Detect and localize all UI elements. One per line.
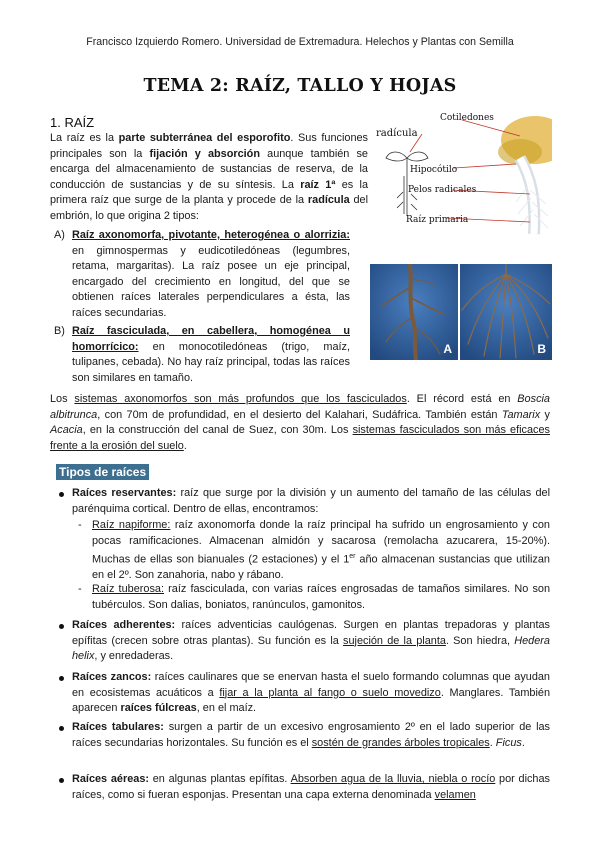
bullet-dot: [59, 726, 64, 731]
label-primaria: Raíz primaria: [406, 215, 469, 225]
section-heading: 1. RAÍZ: [50, 115, 95, 130]
axonomorfos-paragraph: Los sistemas axonomorfos son más profundos que los fasciculados. El récord está en Boscia albitrunca, con 70m de profundidad, en el desierto del Kalahari, Sudáfrica. También están Tamarix y Acacia, en la construcción del canal de Suez, con 30m. Los sistemas fasciculados son más eficaces frente a la erosión del suelo.: [50, 393, 550, 452]
bullet-aereas: Raíces aéreas: en algunas plantas epífitas. Absorben agua de la lluvia, niebla o rocío por dichas raíces, como si fueran esponjas. Presentan una capa externa denominada velamen: [56, 772, 550, 803]
label-pelos: Pelos radicales: [408, 185, 477, 195]
bullet-dot: [59, 492, 64, 497]
photo-b-fibrous-root: [460, 264, 552, 360]
type-b-item: B) Raíz fasciculada, en cabellera, homogénea u homorrícico: en monocotiledóneas (trigo, maíz, tulipanes, cebada). No hay raíz principal, todas las raíces son similares en tamaño.: [54, 325, 350, 384]
bullet-zancos: Raíces zancos: raíces caulinares que se enervan hasta el suelo formando columnas que ayudan en ecosistemas acuáticos a fijar a la planta al fango o suelo movedizo. Manglares. También aparecen raíces fúlcreas, en el maíz.: [56, 670, 550, 717]
tipos-heading: Tipos de raíces: [56, 464, 149, 480]
sub-tuberosa: - Raíz tuberosa: raíz fasciculada, con varias raíces engrosadas de tamaños similares. No son tubérculos. Son dalias, boniatos, ranúnculos, gamonitos.: [78, 583, 550, 611]
bullet-dot: [59, 676, 64, 681]
photo-a-taproot: [370, 264, 458, 360]
bullet-tabulares: Raíces tabulares: surgen a partir de un excesivo engrosamiento 2º en el lado superior de las raíces secundarias horizontales. Su función es el sostén de grandes árboles tropicales. Ficus.: [56, 720, 550, 751]
bullet-reservantes: Raíces reservantes: raíz que surge por la división y un aumento del tamaño de las células del parénquima cortical. Dentro de ellas, encontramos:: [56, 486, 550, 517]
intro-paragraph: La raíz es la parte subterránea del esporofito. Sus funciones principales son la fijación y absorción aunque también se encarga del almacenamiento de sustancias de reserva, de la conducción de sustancias y de su síntesis. La raíz 1ª es la primera raíz que surge de la planta y procede de la radícula del embrión, lo que origina 2 tipos:: [50, 132, 369, 222]
type-a-item: A) Raíz axonomorfa, pivotante, heterogénea o alorrizia: en gimnospermas y eudicotiledóneas (legumbres, retama, margaritas). La raíz posee un eje principal, encargado del crecimiento en longitud, del que se obtienen raíces laterales perpendiculares a ésta, las raíces secundarias.: [54, 229, 350, 319]
bullet-dot: [59, 778, 64, 783]
photo-label-b: B: [537, 342, 546, 356]
label-hipocotilo: Hipocótilo: [410, 165, 458, 175]
label-cotiledones: Cotiledones: [440, 113, 494, 123]
label-radicula: radícula: [376, 128, 418, 139]
seedling-diagram: [370, 106, 552, 238]
page-title: TEMA 2: RAÍZ, TALLO Y HOJAS: [143, 76, 457, 96]
photo-label-a: A: [443, 342, 452, 356]
sub-napiforme: - Raíz napiforme: raíz axonomorfa donde la raíz principal ha sufrido un engrosamiento y con pocas ramificaciones. Almacenan almidón y sacarosa (remolacha azucarera, 15-20%). Muchas de ellas son bianuales (2 estaciones) y el 1er año almacenan sustancias que utilizan en el 2º. Son zanahoria, nabo y rábano.: [78, 519, 550, 582]
running-header: Francisco Izquierdo Romero. Universidad de Extremadura. Helechos y Plantas con Semilla: [86, 36, 514, 48]
bullet-dot: [59, 624, 64, 629]
bullet-adherentes: Raíces adherentes: raíces adventicias caulógenas. Surgen en plantas trepadoras y plantas epífitas (crecen sobre otras plantas). Su función es la sujeción de la planta. Son hiedra, Hedera helix, y enredaderas.: [56, 618, 550, 665]
